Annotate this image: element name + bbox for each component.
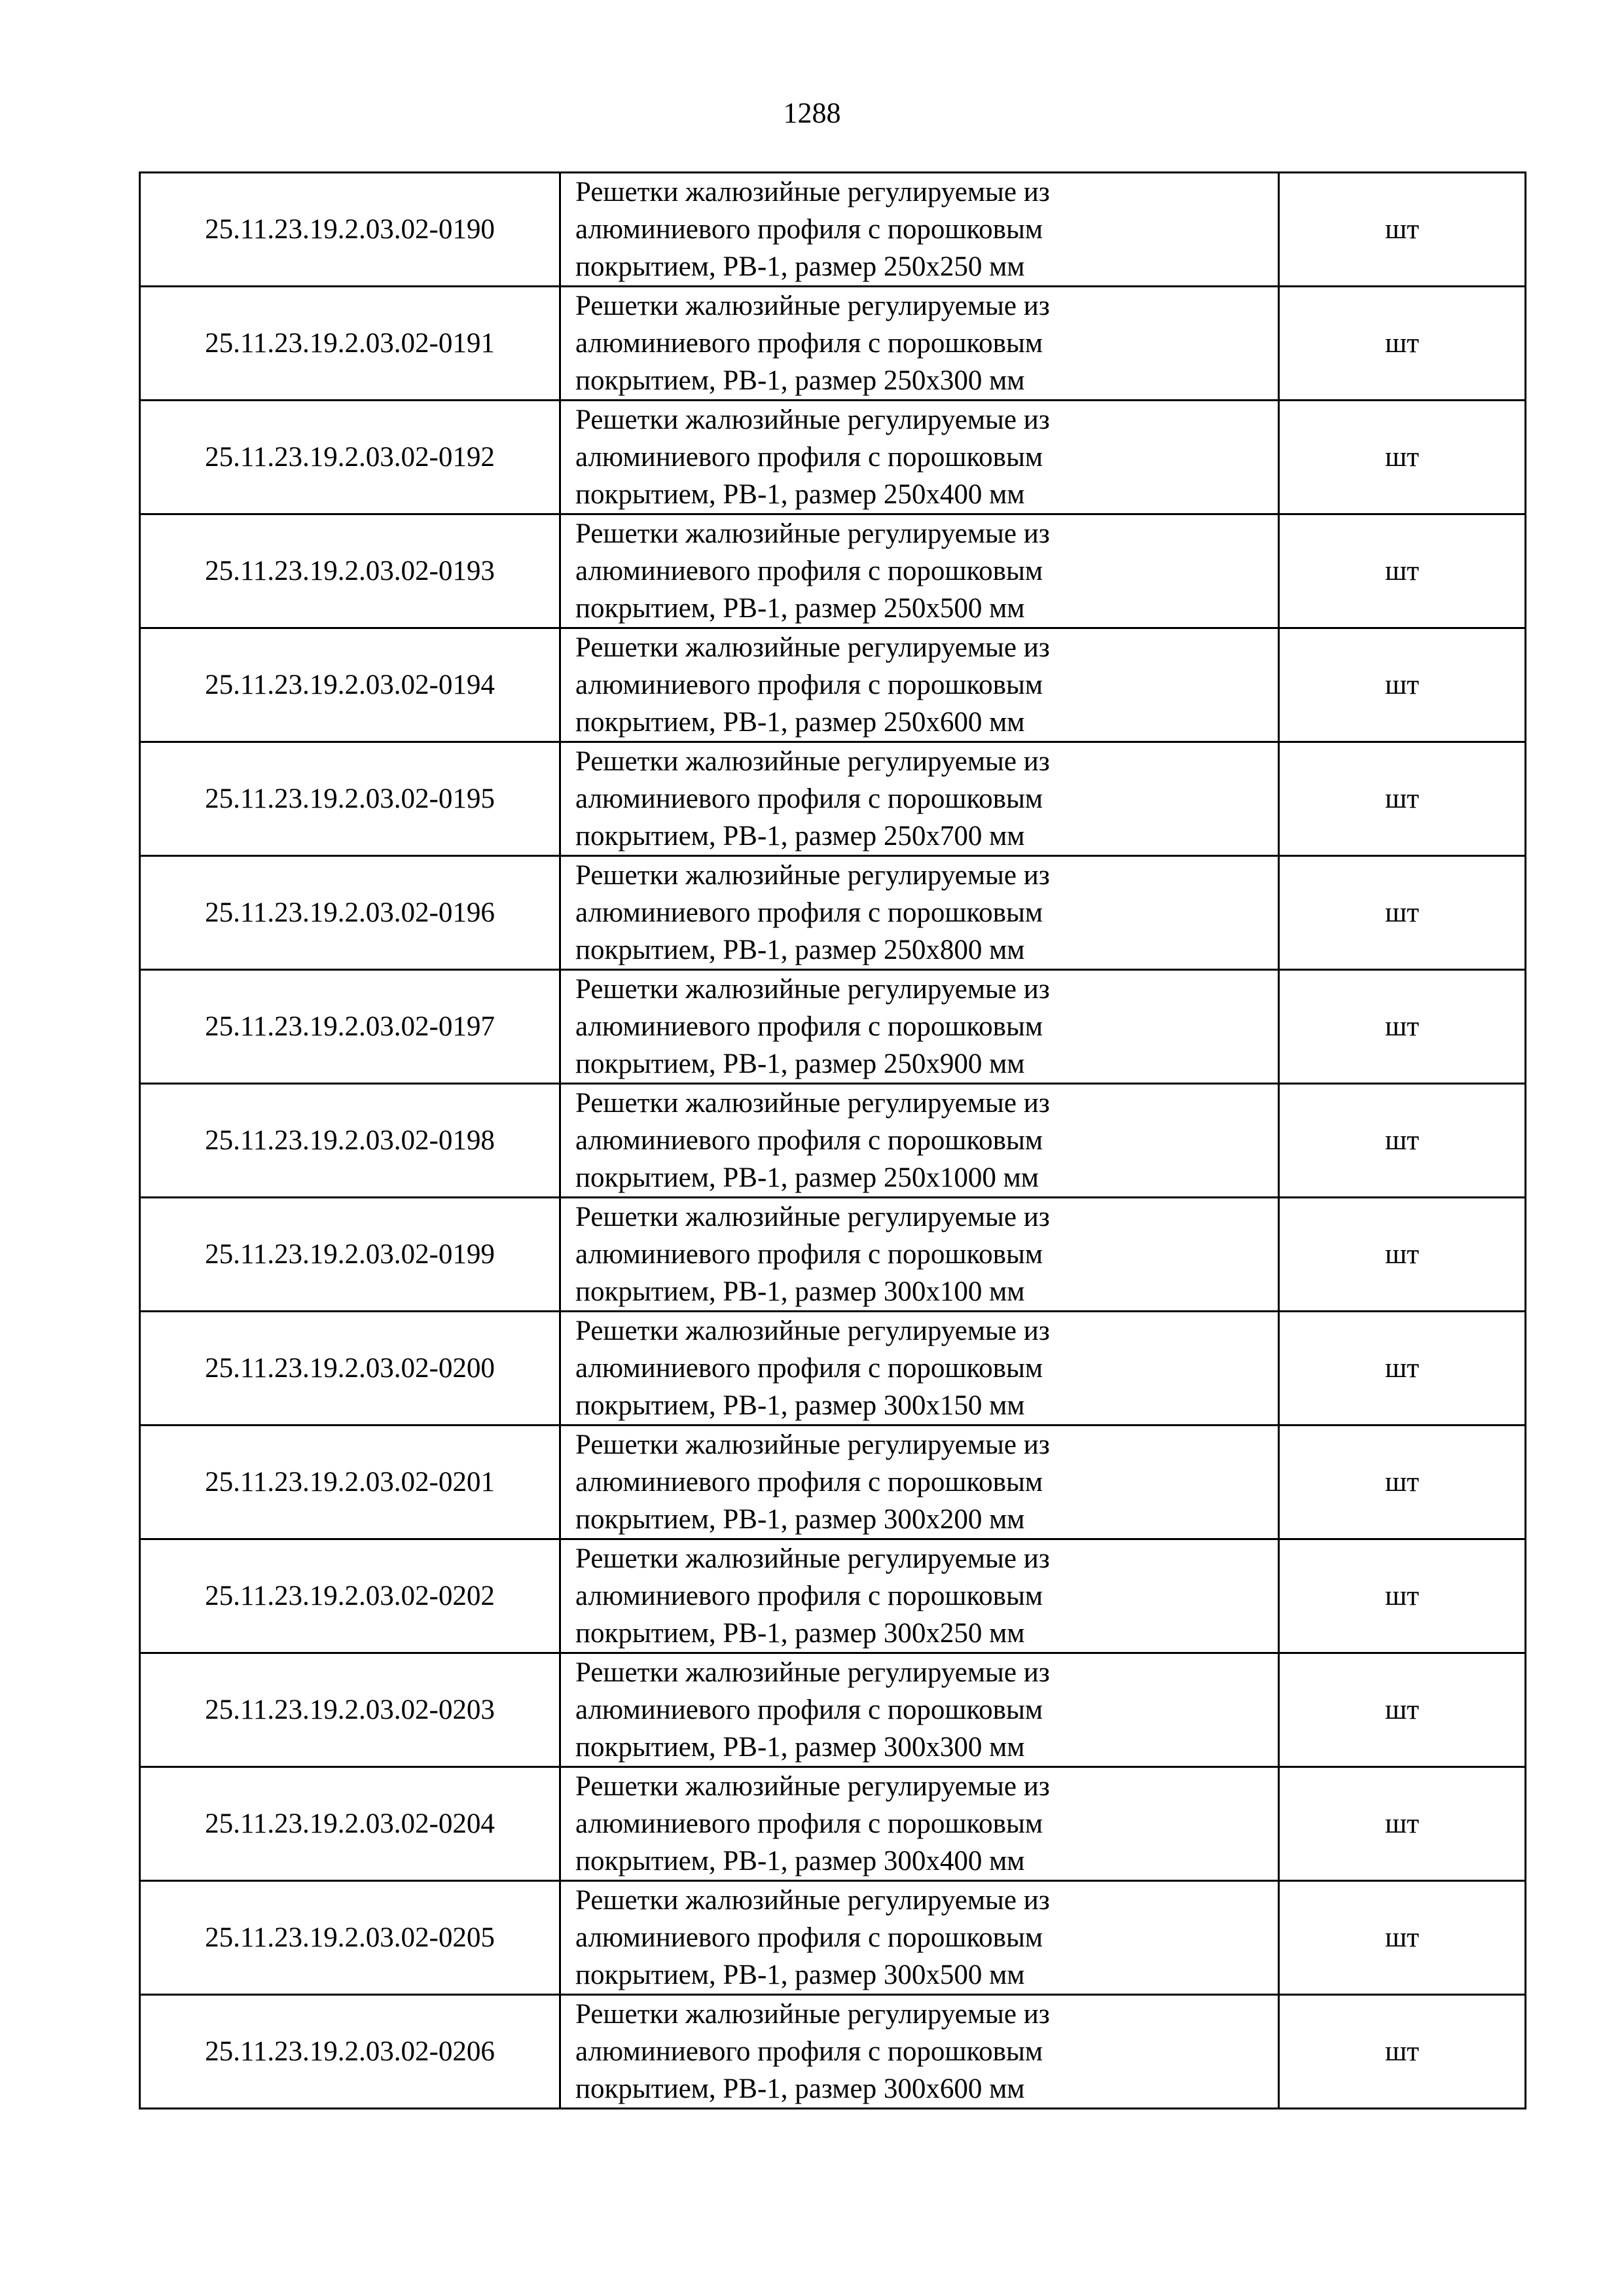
resource-name — [560, 970, 1279, 1084]
resource-name — [560, 1312, 1279, 1426]
resource-code: 25.11.23.19.2.03.02-0205 — [140, 1881, 560, 1995]
table-row — [140, 1767, 1526, 1881]
resource-name-line: Решетки жалюзийные регулируемые из — [575, 1429, 1050, 1460]
resource-name-line: покрытием, РВ-1, размер 300x400 мм — [575, 1846, 1025, 1876]
resource-name-line: Решетки жалюзийные регулируемые из — [575, 1316, 1050, 1346]
resource-name-line: Решетки жалюзийные регулируемые из — [575, 1885, 1050, 1916]
resource-code: 25.11.23.19.2.03.02-0199 — [140, 1198, 560, 1312]
resource-code: 25.11.23.19.2.03.02-0194 — [140, 628, 560, 742]
resource-name — [560, 1995, 1279, 2109]
resource-name — [560, 1539, 1279, 1653]
unit-of-measure: шт — [1279, 1539, 1526, 1653]
resource-name-line: Решетки жалюзийные регулируемые из — [575, 404, 1050, 435]
table-body — [140, 173, 1526, 2109]
resource-name — [560, 1084, 1279, 1198]
resource-name-line: алюминиевого профиля с порошковым — [575, 1011, 1043, 1042]
unit-of-measure: шт — [1279, 1653, 1526, 1767]
page-number: 1288 — [783, 97, 841, 129]
unit-of-measure: шт — [1279, 1084, 1526, 1198]
resource-name-line: алюминиевого профиля с порошковым — [575, 670, 1043, 700]
resource-name-line: Решетки жалюзийные регулируемые из — [575, 632, 1050, 663]
resource-name-line: алюминиевого профиля с порошковым — [575, 1695, 1043, 1725]
resource-name — [560, 628, 1279, 742]
resource-name-line: алюминиевого профиля с порошковым — [575, 214, 1043, 245]
resource-name-line: Решетки жалюзийные регулируемые из — [575, 291, 1050, 321]
resource-code: 25.11.23.19.2.03.02-0191 — [140, 287, 560, 401]
resource-name-line: алюминиевого профиля с порошковым — [575, 1239, 1043, 1270]
resource-name — [560, 401, 1279, 514]
table-row — [140, 1426, 1526, 1539]
resource-name-line: алюминиевого профиля с порошковым — [575, 1922, 1043, 1953]
resource-name-line: покрытием, РВ-1, размер 250x900 мм — [575, 1049, 1025, 1079]
resource-name-line: Решетки жалюзийные регулируемые из — [575, 974, 1050, 1005]
resource-code: 25.11.23.19.2.03.02-0193 — [140, 514, 560, 628]
resource-name-line: алюминиевого профиля с порошковым — [575, 1353, 1043, 1384]
table-row — [140, 1539, 1526, 1653]
resource-code: 25.11.23.19.2.03.02-0195 — [140, 742, 560, 856]
resource-name-line: алюминиевого профиля с порошковым — [575, 783, 1043, 814]
unit-of-measure: шт — [1279, 173, 1526, 287]
resource-name — [560, 742, 1279, 856]
resource-name — [560, 1881, 1279, 1995]
resource-name-line: покрытием, РВ-1, размер 300x300 мм — [575, 1732, 1025, 1763]
resource-name-line: алюминиевого профиля с порошковым — [575, 897, 1043, 928]
resource-code: 25.11.23.19.2.03.02-0202 — [140, 1539, 560, 1653]
resource-code: 25.11.23.19.2.03.02-0198 — [140, 1084, 560, 1198]
resource-name-line: Решетки жалюзийные регулируемые из — [575, 1771, 1050, 1802]
resource-code: 25.11.23.19.2.03.02-0196 — [140, 856, 560, 970]
unit-of-measure: шт — [1279, 1198, 1526, 1312]
unit-of-measure: шт — [1279, 1426, 1526, 1539]
resource-name-line: алюминиевого профиля с порошковым — [575, 2036, 1043, 2067]
table-row — [140, 1084, 1526, 1198]
resource-name-line: Решетки жалюзийные регулируемые из — [575, 1999, 1050, 2030]
unit-of-measure: шт — [1279, 401, 1526, 514]
resource-name-line: Решетки жалюзийные регулируемые из — [575, 860, 1050, 891]
resource-name-line: алюминиевого профиля с порошковым — [575, 328, 1043, 359]
resource-name — [560, 287, 1279, 401]
resource-code: 25.11.23.19.2.03.02-0192 — [140, 401, 560, 514]
table-row — [140, 401, 1526, 514]
resource-name-line: алюминиевого профиля с порошковым — [575, 556, 1043, 586]
unit-of-measure: шт — [1279, 628, 1526, 742]
resource-code: 25.11.23.19.2.03.02-0204 — [140, 1767, 560, 1881]
resource-name-line: алюминиевого профиля с порошковым — [575, 442, 1043, 473]
table-row — [140, 628, 1526, 742]
resource-name — [560, 856, 1279, 970]
resource-name-line: покрытием, РВ-1, размер 300x500 мм — [575, 1960, 1025, 1990]
resource-name-line: покрытием, РВ-1, размер 300x250 мм — [575, 1618, 1025, 1649]
table-row — [140, 970, 1526, 1084]
table-row — [140, 1653, 1526, 1767]
resource-name — [560, 173, 1279, 287]
resource-name-line: покрытием, РВ-1, размер 300x150 мм — [575, 1390, 1025, 1421]
table-row — [140, 1881, 1526, 1995]
table-row — [140, 1198, 1526, 1312]
resource-name-line: покрытием, РВ-1, размер 250x1000 мм — [575, 1162, 1039, 1193]
resource-name-line: покрытием, РВ-1, размер 250x250 мм — [575, 251, 1025, 282]
resource-table — [139, 171, 1526, 2109]
resource-name-line: покрытием, РВ-1, размер 250x300 мм — [575, 365, 1025, 396]
resource-name-line: Решетки жалюзийные регулируемые из — [575, 1088, 1050, 1119]
resource-name-line: алюминиевого профиля с порошковым — [575, 1581, 1043, 1611]
table-row — [140, 742, 1526, 856]
table-row — [140, 173, 1526, 287]
table-row — [140, 856, 1526, 970]
unit-of-measure: шт — [1279, 1312, 1526, 1426]
resource-name — [560, 1767, 1279, 1881]
resource-code: 25.11.23.19.2.03.02-0206 — [140, 1995, 560, 2109]
table-row — [140, 1312, 1526, 1426]
resource-name — [560, 514, 1279, 628]
unit-of-measure: шт — [1279, 1767, 1526, 1881]
table-row — [140, 1995, 1526, 2109]
resource-name-line: Решетки жалюзийные регулируемые из — [575, 177, 1050, 207]
resource-name-line: покрытием, РВ-1, размер 300x600 мм — [575, 2073, 1025, 2104]
unit-of-measure: шт — [1279, 514, 1526, 628]
resource-name-line: Решетки жалюзийные регулируемые из — [575, 1657, 1050, 1688]
resource-code: 25.11.23.19.2.03.02-0197 — [140, 970, 560, 1084]
resource-code: 25.11.23.19.2.03.02-0201 — [140, 1426, 560, 1539]
resource-name-line: покрытием, РВ-1, размер 300x200 мм — [575, 1504, 1025, 1535]
resource-code: 25.11.23.19.2.03.02-0203 — [140, 1653, 560, 1767]
resource-name-line: Решетки жалюзийные регулируемые из — [575, 518, 1050, 549]
resource-name-line: Решетки жалюзийные регулируемые из — [575, 746, 1050, 777]
unit-of-measure: шт — [1279, 856, 1526, 970]
resource-name-line: алюминиевого профиля с порошковым — [575, 1125, 1043, 1156]
table-row — [140, 287, 1526, 401]
resource-name-line: алюминиевого профиля с порошковым — [575, 1467, 1043, 1498]
resource-code: 25.11.23.19.2.03.02-0190 — [140, 173, 560, 287]
unit-of-measure: шт — [1279, 287, 1526, 401]
resource-name — [560, 1426, 1279, 1539]
resource-name-line: покрытием, РВ-1, размер 250x700 мм — [575, 821, 1025, 852]
resource-name — [560, 1653, 1279, 1767]
resource-name-line: покрытием, РВ-1, размер 250x500 мм — [575, 593, 1025, 624]
resource-name — [560, 1198, 1279, 1312]
resource-name-line: Решетки жалюзийные регулируемые из — [575, 1202, 1050, 1232]
resource-name-line: покрытием, РВ-1, размер 300x100 мм — [575, 1276, 1025, 1307]
unit-of-measure: шт — [1279, 742, 1526, 856]
unit-of-measure: шт — [1279, 1881, 1526, 1995]
unit-of-measure: шт — [1279, 970, 1526, 1084]
table-row — [140, 514, 1526, 628]
resource-name-line: покрытием, РВ-1, размер 250x800 мм — [575, 935, 1025, 965]
resource-name-line: покрытием, РВ-1, размер 250x400 мм — [575, 479, 1025, 510]
resource-name-line: покрытием, РВ-1, размер 250x600 мм — [575, 707, 1025, 738]
resource-code: 25.11.23.19.2.03.02-0200 — [140, 1312, 560, 1426]
resource-name-line: алюминиевого профиля с порошковым — [575, 1808, 1043, 1839]
resource-name-line: Решетки жалюзийные регулируемые из — [575, 1543, 1050, 1574]
unit-of-measure: шт — [1279, 1995, 1526, 2109]
